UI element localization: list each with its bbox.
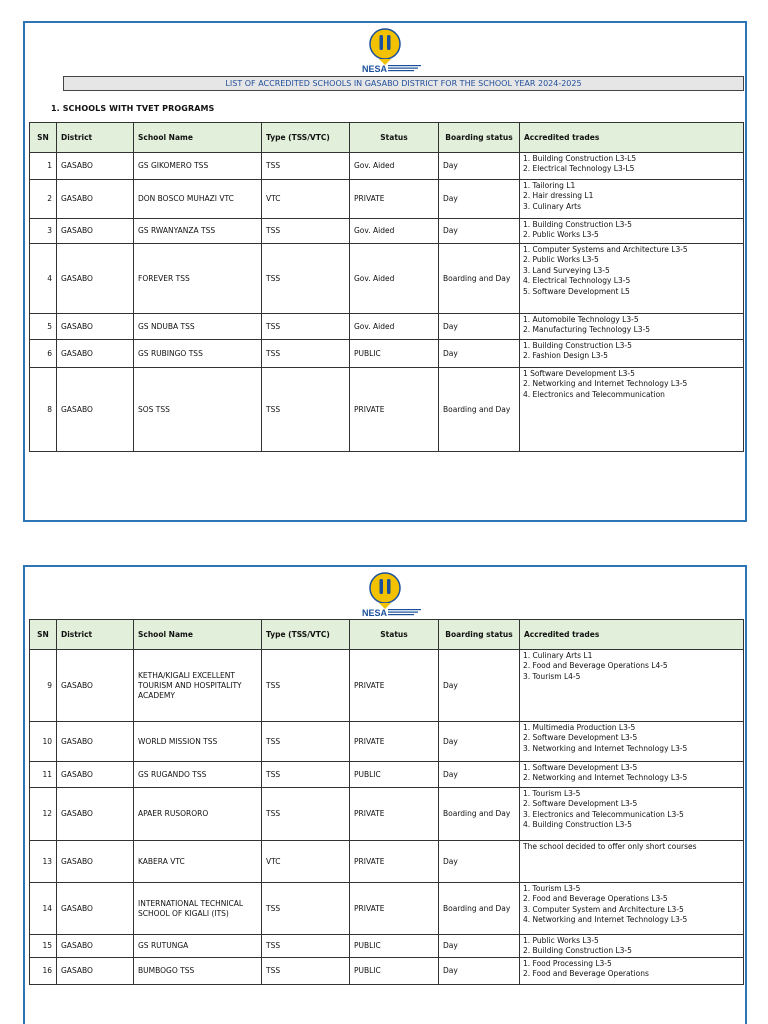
cell-status: Gov. Aided: [350, 219, 439, 244]
cell-accredited-trades: [520, 650, 744, 722]
schools-table-page-1: [29, 122, 744, 452]
cell-sn: 5: [30, 314, 57, 340]
trade-item: 1. Tourism L3-5: [523, 789, 581, 798]
trade-item: 1. Tailoring L1: [523, 181, 576, 190]
trade-item: 2. Networking and Internet Technology L3-5: [523, 379, 688, 389]
cell-status: PUBLIC: [350, 340, 439, 368]
trade-item: 2. Manufacturing Technology L3-5: [523, 325, 651, 335]
cell-type: TSS: [262, 340, 350, 368]
cell-accredited-trades: [520, 244, 744, 314]
cell-type: VTC: [262, 841, 350, 883]
cell-accredited-trades: [520, 314, 744, 340]
cell-boarding-status: Day: [439, 935, 520, 958]
trade-item: 2. Food and Beverage Operations L3-5: [523, 894, 668, 904]
cell-district: GASABO: [57, 788, 134, 841]
schools-table-page-2: [29, 619, 744, 985]
cell-sn: 9: [30, 650, 57, 722]
cell-accredited-trades: [520, 841, 744, 883]
cell-district: GASABO: [57, 650, 134, 722]
cell-boarding-status: Day: [439, 762, 520, 788]
cell-district: GASABO: [57, 841, 134, 883]
trade-item: 1. Software Development L3-5: [523, 763, 638, 772]
cell-school-name: GS RUTUNGA: [134, 935, 262, 958]
document-page-2: [23, 565, 747, 1024]
table-row: [30, 368, 744, 452]
cell-boarding-status: Day: [439, 722, 520, 762]
table-row: [30, 788, 744, 841]
table-header-row: [30, 123, 744, 153]
trade-item: 3. Tourism L4-5: [523, 671, 581, 681]
cell-district: GASABO: [57, 935, 134, 958]
cell-district: GASABO: [57, 244, 134, 314]
col-header-sn: SN: [30, 620, 57, 650]
document-page-1: [23, 21, 747, 522]
table-row: [30, 958, 744, 985]
trade-item: 4. Electronics and Telecommunication: [523, 389, 665, 399]
cell-accredited-trades: [520, 722, 744, 762]
trade-item: 2. Networking and Internet Technology L3-5: [523, 773, 688, 783]
cell-boarding-status: Day: [439, 841, 520, 883]
table-row: [30, 244, 744, 314]
cell-school-name: WORLD MISSION TSS: [134, 722, 262, 762]
cell-sn: 14: [30, 883, 57, 935]
table-row: [30, 841, 744, 883]
cell-status: Gov. Aided: [350, 314, 439, 340]
cell-accredited-trades: [520, 340, 744, 368]
trade-item: 3. Electronics and Telecommunication L3-5: [523, 809, 684, 819]
cell-status: PRIVATE: [350, 368, 439, 452]
trade-item: 2. Fashion Design L3-5: [523, 351, 608, 361]
trade-item: 2. Public Works L3-5: [523, 230, 599, 240]
trade-item: 5. Software Development L5: [523, 286, 630, 296]
trade-item: 1. Multimedia Production L3-5: [523, 723, 636, 732]
trade-item: 1. Building Construction L3-5: [523, 341, 632, 350]
cell-school-name: GS GIKOMERO TSS: [134, 153, 262, 180]
cell-sn: 11: [30, 762, 57, 788]
cell-status: PRIVATE: [350, 883, 439, 935]
trade-item: 1. Food Processing L3-5: [523, 959, 612, 968]
cell-school-name: GS NDUBA TSS: [134, 314, 262, 340]
cell-boarding-status: Boarding and Day: [439, 244, 520, 314]
cell-type: TSS: [262, 650, 350, 722]
trade-item: 3. Culinary Arts: [523, 201, 582, 211]
cell-boarding-status: Day: [439, 650, 520, 722]
trade-item: 4. Networking and Internet Technology L3-5: [523, 915, 688, 925]
cell-accredited-trades: [520, 788, 744, 841]
trade-item: 1 Software Development L3-5: [523, 369, 635, 378]
nesa-logo: [335, 27, 435, 73]
cell-sn: 13: [30, 841, 57, 883]
cell-district: GASABO: [57, 722, 134, 762]
cell-type: TSS: [262, 219, 350, 244]
cell-type: TSS: [262, 935, 350, 958]
cell-type: TSS: [262, 788, 350, 841]
cell-status: PRIVATE: [350, 841, 439, 883]
cell-type: TSS: [262, 883, 350, 935]
col-header-sn: SN: [30, 123, 57, 153]
cell-boarding-status: Day: [439, 219, 520, 244]
svg-text:NESA: NESA: [362, 608, 388, 617]
cell-school-name: APAER RUSORORO: [134, 788, 262, 841]
trade-item: 3. Land Surveying L3-5: [523, 265, 610, 275]
cell-type: TSS: [262, 958, 350, 985]
trade-item: 2. Building Construction L3-5: [523, 946, 632, 956]
cell-accredited-trades: [520, 153, 744, 180]
col-header-school: School Name: [134, 123, 262, 153]
cell-boarding-status: Day: [439, 180, 520, 219]
cell-district: GASABO: [57, 219, 134, 244]
trade-item: 1. Public Works L3-5: [523, 936, 599, 945]
trade-item: 2. Food and Beverage Operations: [523, 969, 649, 979]
trade-item: 2. Software Development L3-5: [523, 799, 638, 809]
trade-item: 1. Building Construction L3-5: [523, 220, 632, 229]
trade-item: 2. Software Development L3-5: [523, 733, 638, 743]
cell-sn: 16: [30, 958, 57, 985]
cell-status: Gov. Aided: [350, 153, 439, 180]
table-row: [30, 883, 744, 935]
nesa-logo: [335, 571, 435, 617]
cell-school-name: FOREVER TSS: [134, 244, 262, 314]
cell-district: GASABO: [57, 153, 134, 180]
cell-boarding-status: Day: [439, 958, 520, 985]
trade-item: 3. Networking and Internet Technology L3-5: [523, 743, 688, 753]
cell-accredited-trades: [520, 368, 744, 452]
cell-sn: 3: [30, 219, 57, 244]
cell-accredited-trades: [520, 883, 744, 935]
cell-boarding-status: Day: [439, 314, 520, 340]
table-row: [30, 180, 744, 219]
trade-item: 1. Tourism L3-5: [523, 884, 581, 893]
cell-type: VTC: [262, 180, 350, 219]
cell-sn: 6: [30, 340, 57, 368]
table-header-row: [30, 620, 744, 650]
col-header-status: Status: [350, 123, 439, 153]
cell-status: PUBLIC: [350, 958, 439, 985]
table-row: [30, 935, 744, 958]
cell-status: PRIVATE: [350, 722, 439, 762]
trade-item: The school decided to offer only short courses: [523, 842, 697, 851]
cell-status: PRIVATE: [350, 650, 439, 722]
col-header-trades: Accredited trades: [520, 123, 744, 153]
col-header-boarding: Boarding status: [439, 123, 520, 153]
cell-status: PRIVATE: [350, 788, 439, 841]
cell-school-name: DON BOSCO MUHAZI VTC: [134, 180, 262, 219]
cell-sn: 4: [30, 244, 57, 314]
trade-item: 2. Electrical Technology L3-L5: [523, 164, 635, 174]
table-row: [30, 762, 744, 788]
cell-district: GASABO: [57, 883, 134, 935]
cell-status: PUBLIC: [350, 762, 439, 788]
cell-sn: 8: [30, 368, 57, 452]
col-header-status: Status: [350, 620, 439, 650]
cell-boarding-status: Boarding and Day: [439, 883, 520, 935]
table-row: [30, 722, 744, 762]
document-title: LIST OF ACCREDITED SCHOOLS IN GASABO DISTRICT FOR THE SCHOOL YEAR 2024-2025: [63, 76, 744, 91]
svg-text:NESA: NESA: [362, 64, 388, 73]
table-row: [30, 340, 744, 368]
trade-item: 2. Hair dressing L1: [523, 191, 594, 201]
trade-item: 3. Computer System and Architecture L3-5: [523, 904, 684, 914]
trade-item: 1. Building Construction L3-L5: [523, 154, 637, 163]
cell-type: TSS: [262, 314, 350, 340]
col-header-trades: Accredited trades: [520, 620, 744, 650]
cell-accredited-trades: [520, 958, 744, 985]
cell-boarding-status: Day: [439, 153, 520, 180]
cell-type: TSS: [262, 722, 350, 762]
cell-school-name: GS RWANYANZA TSS: [134, 219, 262, 244]
table-row: [30, 314, 744, 340]
cell-school-name: GS RUGANDO TSS: [134, 762, 262, 788]
cell-school-name: SOS TSS: [134, 368, 262, 452]
table-row: [30, 219, 744, 244]
col-header-boarding: Boarding status: [439, 620, 520, 650]
cell-status: PUBLIC: [350, 935, 439, 958]
cell-school-name: GS RUBINGO TSS: [134, 340, 262, 368]
table-row: [30, 650, 744, 722]
cell-school-name: KABERA VTC: [134, 841, 262, 883]
cell-district: GASABO: [57, 368, 134, 452]
cell-accredited-trades: [520, 762, 744, 788]
cell-school-name: BUMBOGO TSS: [134, 958, 262, 985]
cell-boarding-status: Boarding and Day: [439, 368, 520, 452]
cell-type: TSS: [262, 368, 350, 452]
cell-school-name: INTERNATIONAL TECHNICAL SCHOOL OF KIGALI (ITS): [134, 883, 262, 935]
col-header-district: District: [57, 123, 134, 153]
cell-status: PRIVATE: [350, 180, 439, 219]
cell-sn: 15: [30, 935, 57, 958]
cell-district: GASABO: [57, 180, 134, 219]
table-row: [30, 153, 744, 180]
cell-type: TSS: [262, 244, 350, 314]
cell-accredited-trades: [520, 180, 744, 219]
cell-sn: 10: [30, 722, 57, 762]
col-header-type: Type (TSS/VTC): [262, 620, 350, 650]
trade-item: 4. Building Construction L3-5: [523, 820, 632, 830]
col-header-type: Type (TSS/VTC): [262, 123, 350, 153]
cell-type: TSS: [262, 762, 350, 788]
cell-accredited-trades: [520, 219, 744, 244]
cell-school-name: KETHA/KIGALI EXCELLENT TOURISM AND HOSPITALITY ACADEMY: [134, 650, 262, 722]
trade-item: 2. Food and Beverage Operations L4-5: [523, 661, 668, 671]
cell-district: GASABO: [57, 762, 134, 788]
cell-sn: 2: [30, 180, 57, 219]
trade-item: 2. Public Works L3-5: [523, 255, 599, 265]
cell-status: Gov. Aided: [350, 244, 439, 314]
col-header-district: District: [57, 620, 134, 650]
trade-item: 1. Automobile Technology L3-5: [523, 315, 639, 324]
cell-accredited-trades: [520, 935, 744, 958]
trade-item: 1. Culinary Arts L1: [523, 651, 593, 660]
section-heading: 1. SCHOOLS WITH TVET PROGRAMS: [51, 104, 215, 113]
cell-sn: 12: [30, 788, 57, 841]
col-header-school: School Name: [134, 620, 262, 650]
cell-type: TSS: [262, 153, 350, 180]
trade-item: 1. Computer Systems and Architecture L3-5: [523, 245, 688, 254]
trade-item: 4. Electrical Technology L3-5: [523, 276, 631, 286]
cell-boarding-status: Boarding and Day: [439, 788, 520, 841]
cell-sn: 1: [30, 153, 57, 180]
cell-boarding-status: Day: [439, 340, 520, 368]
cell-district: GASABO: [57, 958, 134, 985]
cell-district: GASABO: [57, 340, 134, 368]
cell-district: GASABO: [57, 314, 134, 340]
